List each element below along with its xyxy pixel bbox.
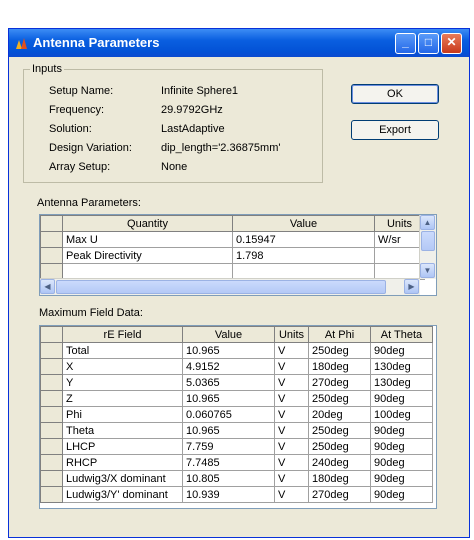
vertical-scroll-thumb[interactable]	[421, 231, 435, 251]
table-cell[interactable]	[375, 248, 425, 264]
col-header-units[interactable]: Units	[375, 216, 425, 232]
table-cell[interactable]: 7.7485	[183, 455, 275, 471]
table-cell[interactable]: 1.798	[233, 248, 375, 264]
table-cell[interactable]: V	[275, 487, 309, 503]
row-header[interactable]	[41, 487, 63, 503]
horizontal-scrollbar[interactable]	[40, 278, 420, 295]
col-header-value[interactable]: Value	[233, 216, 375, 232]
minimize-button[interactable]	[395, 33, 416, 54]
table-cell[interactable]: V	[275, 359, 309, 375]
vertical-scrollbar[interactable]	[419, 215, 436, 279]
table-cell[interactable]: Peak Directivity	[63, 248, 233, 264]
table-row[interactable]	[41, 375, 433, 391]
max-field-grid[interactable]	[39, 325, 437, 509]
frequency-label: Frequency:	[49, 104, 105, 116]
row-header[interactable]	[41, 423, 63, 439]
table-cell[interactable]: V	[275, 391, 309, 407]
table-cell[interactable]: 240deg	[309, 455, 371, 471]
table-cell[interactable]: 180deg	[309, 471, 371, 487]
antenna-params-grid[interactable]	[39, 214, 437, 296]
window-title: Antenna Parameters	[33, 35, 160, 50]
table-cell[interactable]: 10.805	[183, 471, 275, 487]
table-cell[interactable]: 7.759	[183, 439, 275, 455]
row-header[interactable]	[41, 375, 63, 391]
antenna-params-label: Antenna Parameters:	[37, 197, 141, 209]
scroll-right-button[interactable]: ▶	[404, 279, 419, 294]
table-cell[interactable]: 130deg	[371, 375, 433, 391]
antenna-params-table	[40, 215, 425, 280]
scroll-up-button[interactable]: ▲	[420, 215, 435, 230]
row-header[interactable]	[41, 439, 63, 455]
table-cell[interactable]: 90deg	[371, 455, 433, 471]
table-cell[interactable]: X	[63, 359, 183, 375]
table-row[interactable]	[41, 359, 433, 375]
col-header-re-field[interactable]: rE Field	[63, 327, 183, 343]
col-header-value[interactable]: Value	[183, 327, 275, 343]
setup-name-value: Infinite Sphere1	[161, 85, 239, 97]
table-row[interactable]	[41, 232, 425, 248]
row-header[interactable]	[41, 232, 63, 248]
solution-value: LastAdaptive	[161, 123, 225, 135]
table-cell[interactable]: 10.939	[183, 487, 275, 503]
scroll-down-button[interactable]: ▼	[420, 263, 435, 278]
row-header[interactable]	[41, 343, 63, 359]
table-cell[interactable]: V	[275, 343, 309, 359]
close-icon: ✕	[446, 35, 457, 49]
table-cell[interactable]: 4.9152	[183, 359, 275, 375]
table-row[interactable]	[41, 487, 433, 503]
table-cell[interactable]: V	[275, 439, 309, 455]
table-cell[interactable]: 90deg	[371, 391, 433, 407]
antenna-params-header-row	[41, 216, 425, 232]
table-row[interactable]	[41, 423, 433, 439]
horizontal-scroll-thumb[interactable]	[56, 280, 386, 294]
table-cell[interactable]: Ludwig3/X dominant	[63, 471, 183, 487]
maximize-icon: □	[424, 35, 433, 49]
table-cell[interactable]: Z	[63, 391, 183, 407]
row-header[interactable]	[41, 248, 63, 264]
table-cell[interactable]: 130deg	[371, 359, 433, 375]
table-cell[interactable]: 90deg	[371, 471, 433, 487]
table-cell[interactable]: Phi	[63, 407, 183, 423]
table-cell[interactable]: Total	[63, 343, 183, 359]
table-cell[interactable]: 90deg	[371, 343, 433, 359]
table-cell[interactable]: 90deg	[371, 487, 433, 503]
table-cell[interactable]: 250deg	[309, 423, 371, 439]
table-cell[interactable]: 90deg	[371, 439, 433, 455]
table-cell[interactable]: 270deg	[309, 487, 371, 503]
table-cell[interactable]: V	[275, 407, 309, 423]
table-row[interactable]	[41, 407, 433, 423]
row-header[interactable]	[41, 455, 63, 471]
table-cell[interactable]: RHCP	[63, 455, 183, 471]
antenna-parameters-dialog	[8, 28, 470, 538]
table-row[interactable]	[41, 343, 433, 359]
row-header[interactable]	[41, 407, 63, 423]
antenna-app-icon	[15, 36, 29, 50]
col-header-at-theta[interactable]: At Theta	[371, 327, 433, 343]
inputs-group-label: Inputs	[32, 63, 62, 75]
scroll-left-button[interactable]: ◀	[40, 279, 55, 294]
corner-header	[41, 216, 63, 232]
table-cell[interactable]: 10.965	[183, 343, 275, 359]
max-field-header-row	[41, 327, 433, 343]
table-cell[interactable]: V	[275, 375, 309, 391]
table-cell[interactable]: 10.965	[183, 391, 275, 407]
table-cell[interactable]: 250deg	[309, 439, 371, 455]
title-bar[interactable]	[9, 29, 469, 57]
table-cell[interactable]: Ludwig3/Y' dominant	[63, 487, 183, 503]
setup-name-label: Setup Name:	[49, 85, 114, 97]
table-cell[interactable]: 90deg	[371, 423, 433, 439]
table-cell[interactable]: 5.0365	[183, 375, 275, 391]
solution-label: Solution:	[49, 123, 92, 135]
table-cell[interactable]: Y	[63, 375, 183, 391]
export-button[interactable]: Export	[351, 120, 439, 140]
table-cell[interactable]: V	[275, 455, 309, 471]
table-row[interactable]	[41, 455, 433, 471]
table-cell[interactable]: W/sr	[375, 232, 425, 248]
max-field-label: Maximum Field Data:	[39, 307, 143, 319]
table-cell[interactable]: LHCP	[63, 439, 183, 455]
design-variation-label: Design Variation:	[49, 142, 132, 154]
design-variation-value: dip_length='2.36875mm'	[161, 142, 281, 154]
ok-button[interactable]: OK	[351, 84, 439, 104]
row-header[interactable]	[41, 359, 63, 375]
table-row[interactable]	[41, 439, 433, 455]
table-cell[interactable]: 250deg	[309, 391, 371, 407]
row-header[interactable]	[41, 391, 63, 407]
close-button[interactable]	[441, 33, 462, 54]
table-cell[interactable]: V	[275, 423, 309, 439]
table-cell[interactable]: 0.060765	[183, 407, 275, 423]
table-cell[interactable]: 180deg	[309, 359, 371, 375]
maximize-button[interactable]	[418, 33, 439, 54]
table-cell[interactable]: 100deg	[371, 407, 433, 423]
table-cell[interactable]: 20deg	[309, 407, 371, 423]
table-cell[interactable]: 0.15947	[233, 232, 375, 248]
col-header-at-phi[interactable]: At Phi	[309, 327, 371, 343]
array-setup-value: None	[161, 161, 188, 173]
array-setup-label: Array Setup:	[49, 161, 111, 173]
frequency-value: 29.9792GHz	[161, 104, 223, 116]
table-cell[interactable]: 250deg	[309, 343, 371, 359]
table-cell[interactable]: 10.965	[183, 423, 275, 439]
minimize-icon: _	[402, 35, 409, 49]
corner-header	[41, 327, 63, 343]
col-header-units[interactable]: Units	[275, 327, 309, 343]
table-cell[interactable]: 270deg	[309, 375, 371, 391]
col-header-quantity[interactable]: Quantity	[63, 216, 233, 232]
table-cell[interactable]: Max U	[63, 232, 233, 248]
max-field-table	[40, 326, 433, 503]
table-row[interactable]	[41, 248, 425, 264]
table-cell[interactable]: Theta	[63, 423, 183, 439]
table-cell[interactable]: V	[275, 471, 309, 487]
table-row[interactable]	[41, 471, 433, 487]
table-row[interactable]	[41, 391, 433, 407]
row-header[interactable]	[41, 471, 63, 487]
